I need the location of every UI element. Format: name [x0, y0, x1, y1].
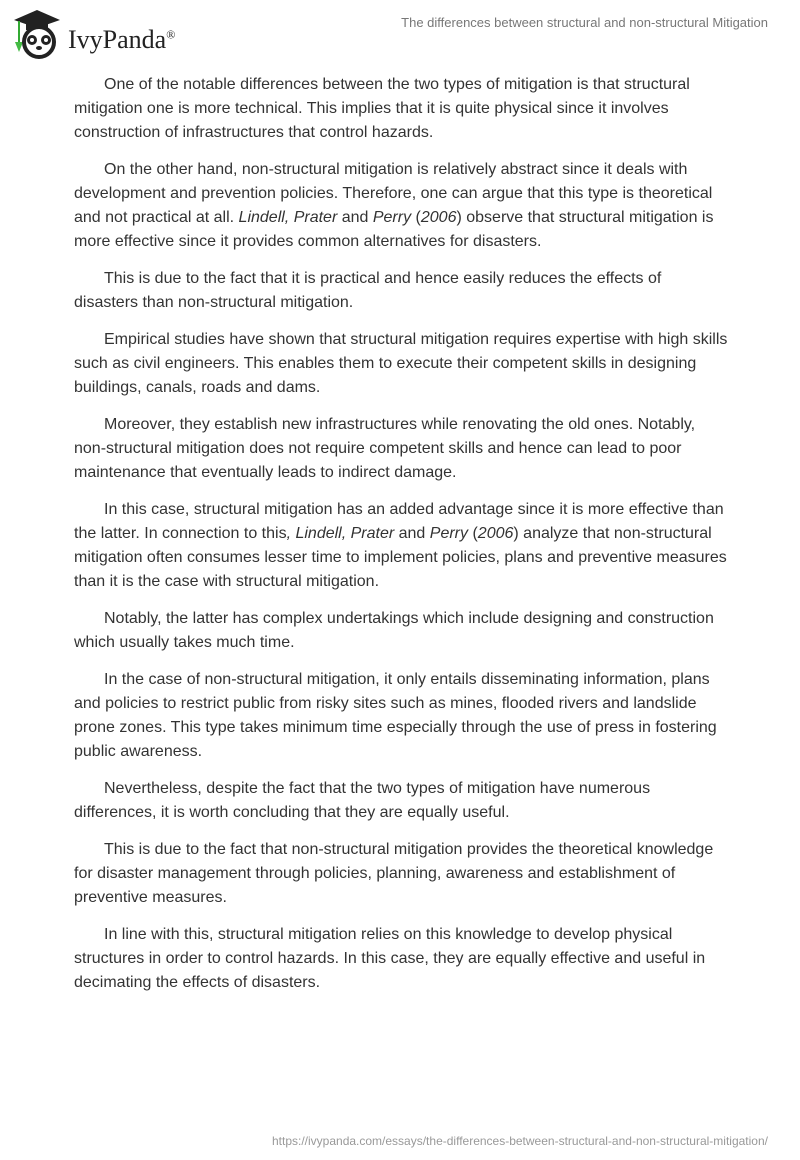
paragraph [74, 923, 728, 995]
paragraph-text: and [394, 525, 430, 542]
essay-body [74, 73, 728, 1008]
paragraph-text: In this case, structural mitigation has an added advantage since it is more effective than the latter. In connection to this [74, 501, 724, 542]
paragraph [74, 413, 728, 485]
paragraph [74, 267, 728, 315]
paragraph-text: In line with this, structural mitigation relies on this knowledge to develop physical structures in order to control hazards. In this case, they are equally effective and useful in decimating the effects of disasters. [74, 926, 706, 991]
paragraph-text: On the other hand, non-structural mitigation is relatively abstract since it deals with development and prevention policies. Therefore, one can argue that this type is theoretical and not practical at all. [74, 161, 713, 226]
source-url[interactable]: https://ivypanda.com/essays/the-differences-between-structural-and-non-structural-mitigation/ [271, 1134, 768, 1148]
document-title: The differences between structural and non-structural Mitigation [401, 15, 768, 30]
citation-text: Lindell, Prater [238, 209, 338, 226]
citation-text: , Lindell, Prater [286, 525, 395, 542]
paragraph-text: One of the notable differences between the two types of mitigation is that structural mitigation one is more technical. This implies that it is quite physical since it involves construction of infrastructures that control hazards. [74, 76, 690, 141]
paragraph-text: Moreover, they establish new infrastructures while renovating the old ones. Notably, non-structural mitigation does not require competent skills and hence can lead to poor maintenance that eventually leads to indirect damage. [74, 416, 696, 481]
paragraph-text: ) observe that structural mitigation is more effective since it provides common alternatives for disasters. [74, 209, 714, 250]
paragraph [74, 498, 728, 594]
paragraph [74, 607, 728, 655]
citation-text: 2006 [477, 525, 514, 542]
paragraph-text: This is due to the fact that it is practical and hence easily reduces the effects of disasters than non-structural mitigation. [74, 270, 662, 311]
ivypanda-logo[interactable] [12, 8, 175, 60]
paragraph-text: ( [411, 209, 421, 226]
paragraph-text: In the case of non-structural mitigation, it only entails disseminating information, plans and policies to restrict public from risky sites such as mines, flooded rivers and landslide prone zones. This type takes minimum time especially through the use of press in fostering public awareness. [74, 671, 717, 760]
citation-text: Perry [372, 209, 412, 226]
logo-name: IvyPanda [68, 25, 167, 54]
paragraph-text: ) analyze that non-structural mitigation often consumes lesser time to implement policies, plans and preventive measures than it is the case with structural mitigation. [74, 525, 727, 590]
logo-text [68, 25, 175, 55]
paragraph [74, 777, 728, 825]
paragraph-text: This is due to the fact that non-structural mitigation provides the theoretical knowledge for disaster management through policies, planning, awareness and establishment of preventive measures. [74, 841, 714, 906]
paragraph-text: Nevertheless, despite the fact that the two types of mitigation have numerous differences, it is worth concluding that they are equally useful. [74, 780, 651, 821]
paragraph [74, 158, 728, 254]
citation-text: Perry [429, 525, 469, 542]
paragraph [74, 328, 728, 400]
paragraph [74, 73, 728, 145]
registered-mark: ® [166, 27, 176, 42]
paragraph [74, 838, 728, 910]
paragraph-text: ( [468, 525, 478, 542]
paragraph-text: Empirical studies have shown that structural mitigation requires expertise with high skills such as civil engineers. This enables them to execute their competent skills in designing buildings, canals, roads and dams. [74, 331, 728, 396]
citation-text: 2006 [420, 209, 457, 226]
paragraph [74, 668, 728, 764]
paragraph-text: Notably, the latter has complex undertakings which include designing and construction which usually takes much time. [74, 610, 714, 651]
paragraph-text: and [337, 209, 373, 226]
panda-graduate-icon [12, 8, 62, 60]
